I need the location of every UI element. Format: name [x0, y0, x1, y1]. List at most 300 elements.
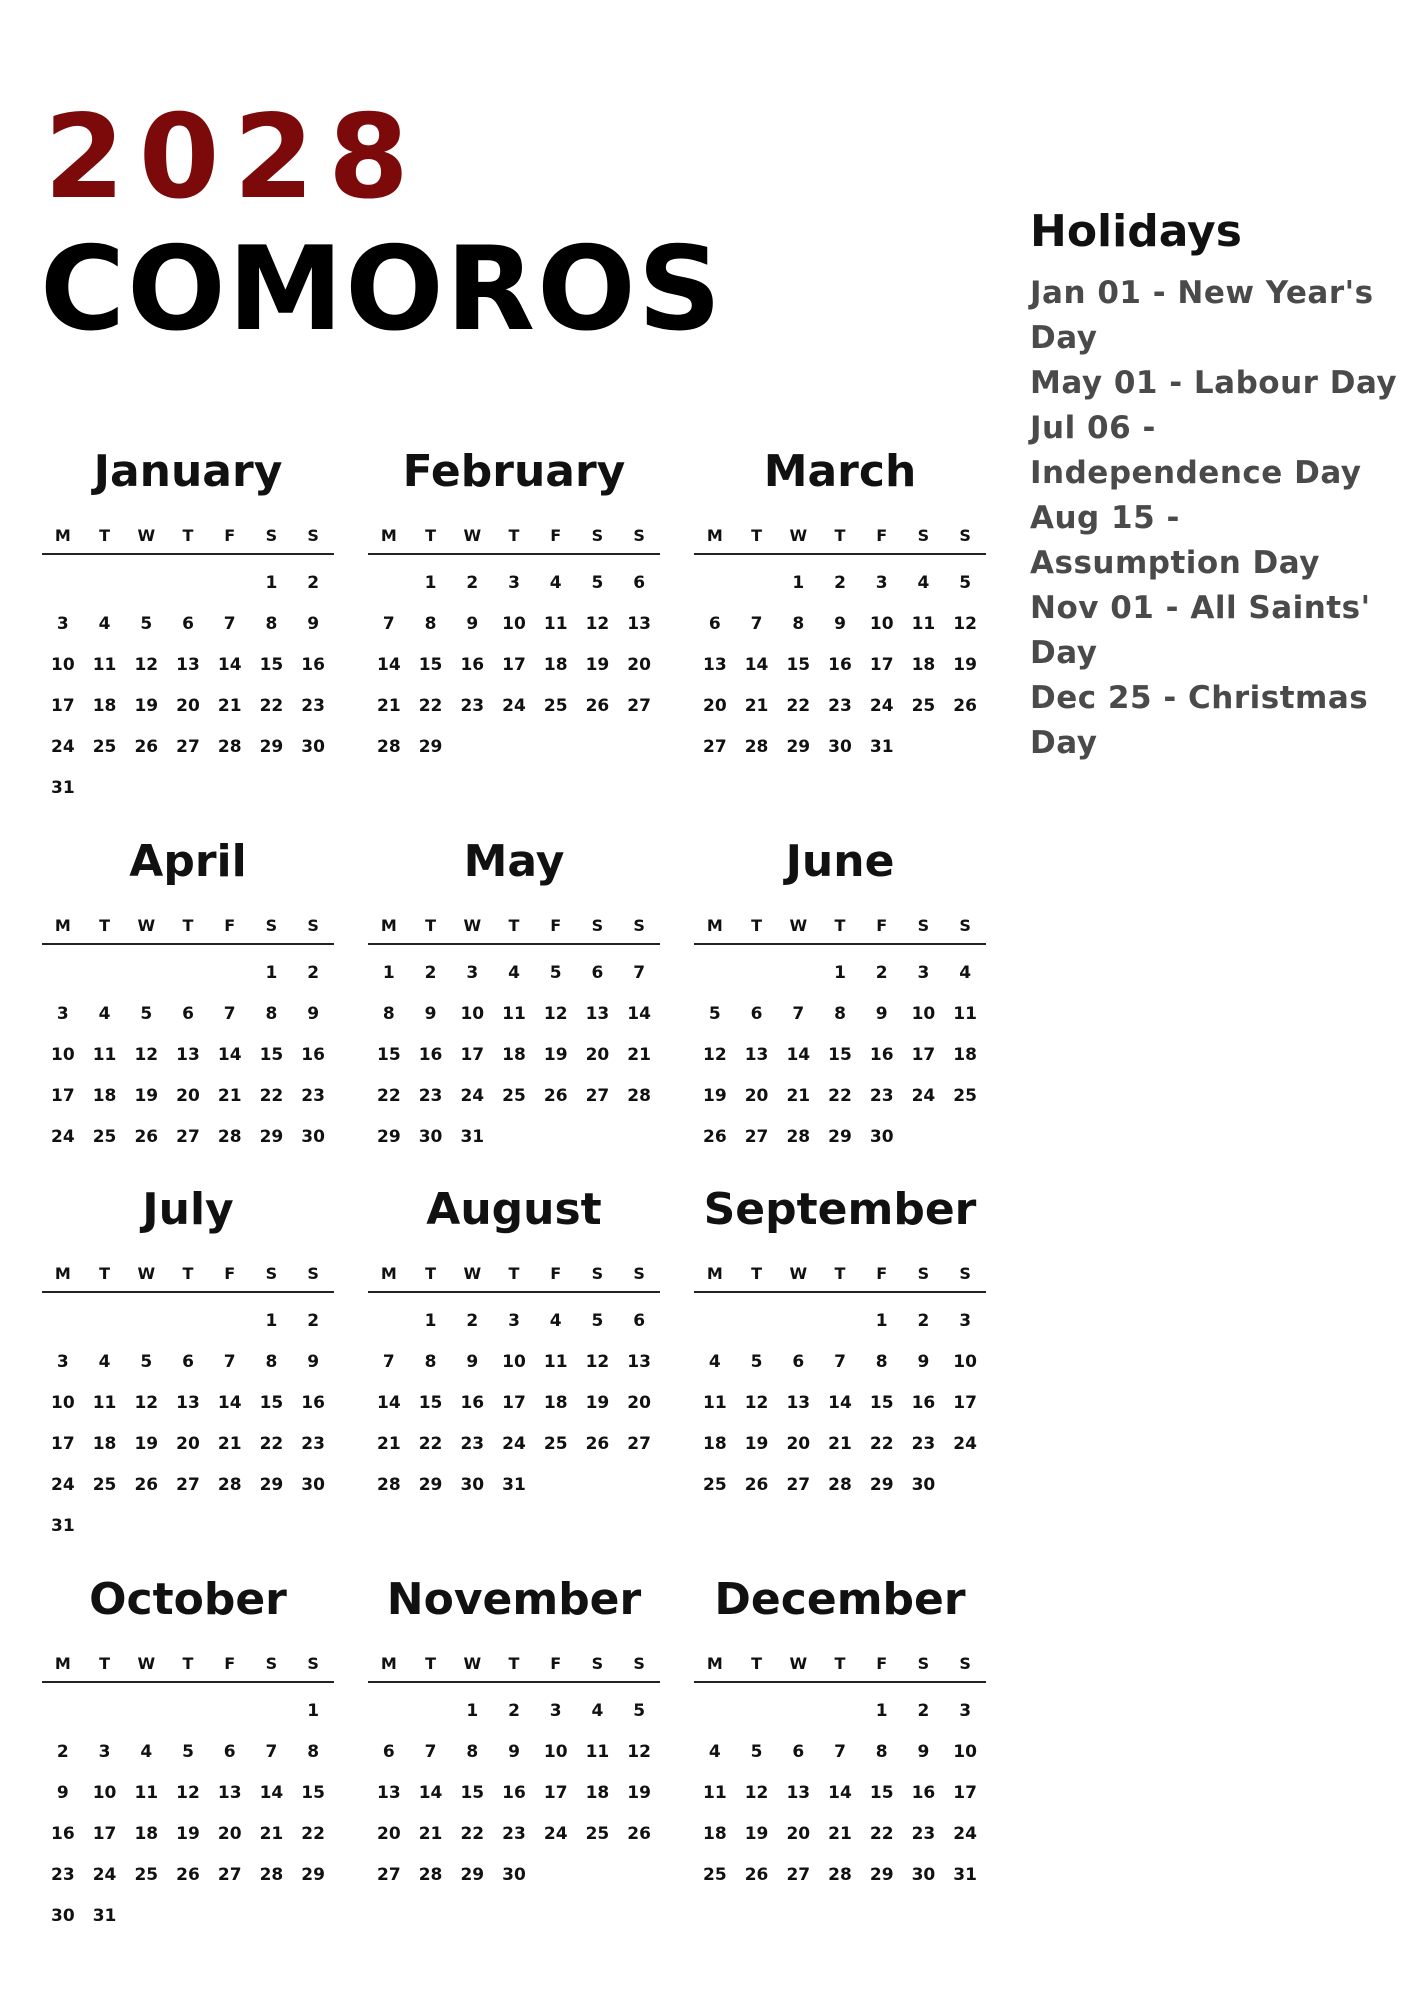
empty-day-cell	[125, 1301, 167, 1342]
day-cell: 14	[377, 1393, 401, 1413]
weekday-label: T	[834, 1264, 846, 1283]
day-cell: 29	[869, 1475, 894, 1495]
weekday-label: S	[633, 916, 645, 935]
day-cell: 10	[953, 1352, 977, 1372]
day-cell: 31	[869, 737, 894, 757]
day-cell: 3	[466, 963, 479, 983]
weekday-label: F	[224, 1264, 236, 1283]
empty-day-cell	[125, 563, 167, 604]
day-cell: 14	[259, 1783, 284, 1803]
day-cell: 10	[953, 1742, 977, 1762]
weekday-label: F	[224, 916, 236, 935]
day-cell: 1	[307, 1701, 320, 1721]
day-cell: 13	[786, 1783, 811, 1803]
day-cell: 25	[703, 1865, 727, 1885]
empty-day-cell	[694, 953, 736, 994]
empty-day-cell	[251, 1691, 293, 1732]
weekday-label: T	[182, 526, 194, 545]
weekday-label: S	[591, 1654, 604, 1673]
weekday-header	[368, 1264, 660, 1293]
country-title: COMOROS	[40, 222, 724, 357]
weekday-label: M	[54, 526, 71, 545]
day-cell: 28	[828, 1865, 852, 1885]
day-cell: 4	[591, 1701, 604, 1721]
day-cell: 25	[585, 1824, 610, 1844]
day-cell: 22	[869, 1434, 894, 1454]
day-cell: 25	[953, 1086, 977, 1106]
weekday-header	[42, 916, 334, 945]
day-cell: 23	[502, 1824, 526, 1844]
weekday-label: F	[550, 916, 562, 935]
day-cell: 18	[92, 1434, 117, 1454]
day-cell: 18	[585, 1783, 610, 1803]
month-august	[368, 1182, 660, 1572]
day-cell: 28	[217, 1475, 242, 1495]
day-cell: 6	[182, 1004, 194, 1024]
day-cell: 15	[786, 655, 811, 675]
day-cell: 29	[418, 737, 443, 757]
day-cell: 9	[875, 1004, 888, 1024]
day-cell: 21	[217, 1086, 242, 1106]
day-cell: 19	[627, 1783, 651, 1803]
weekday-label: T	[751, 526, 763, 545]
day-cell: 8	[424, 614, 437, 634]
weekday-header	[368, 1654, 660, 1683]
day-cell: 5	[140, 1352, 153, 1372]
weekday-label: M	[380, 1264, 397, 1283]
day-cell: 30	[51, 1906, 75, 1926]
empty-day-cell	[84, 953, 126, 994]
weekday-label: F	[550, 526, 562, 545]
day-cell: 5	[591, 1311, 604, 1331]
empty-day-cell	[368, 1301, 410, 1342]
day-cell: 28	[377, 737, 401, 757]
day-cell: 2	[917, 1311, 930, 1331]
day-cell: 24	[543, 1824, 568, 1844]
day-cell: 10	[543, 1742, 568, 1762]
empty-day-cell	[42, 953, 84, 994]
holidays-title: Holidays	[1030, 206, 1242, 257]
day-grid	[694, 563, 986, 768]
day-cell: 2	[917, 1701, 930, 1721]
calendar-year: 2028	[44, 90, 423, 225]
day-grid	[368, 1301, 660, 1506]
day-cell: 6	[792, 1352, 805, 1372]
day-cell: 7	[265, 1742, 278, 1762]
day-cell: 25	[911, 696, 936, 716]
day-cell: 22	[259, 1086, 284, 1106]
day-grid	[42, 1691, 334, 1937]
day-cell: 15	[828, 1045, 852, 1065]
day-cell: 21	[786, 1086, 811, 1106]
weekday-label: W	[137, 526, 156, 545]
weekday-label: W	[463, 526, 482, 545]
months-grid	[42, 444, 986, 1952]
day-cell: 31	[51, 778, 75, 798]
holiday-item: Jan 01 - New Year's Day	[1030, 275, 1374, 356]
empty-day-cell	[42, 1691, 84, 1732]
empty-day-cell	[167, 1301, 209, 1342]
day-cell: 18	[953, 1045, 977, 1065]
day-cell: 25	[543, 1434, 568, 1454]
day-cell: 2	[875, 963, 888, 983]
day-cell: 12	[134, 655, 159, 675]
day-cell: 27	[627, 1434, 651, 1454]
day-cell: 30	[911, 1865, 936, 1885]
day-cell: 25	[502, 1086, 526, 1106]
weekday-label: F	[224, 1654, 236, 1673]
weekday-label: T	[425, 916, 437, 935]
day-cell: 14	[217, 1045, 242, 1065]
day-cell: 19	[585, 1393, 610, 1413]
month-name: September	[703, 1184, 977, 1235]
weekday-header	[694, 1654, 986, 1683]
weekday-label: S	[591, 916, 604, 935]
day-cell: 27	[585, 1086, 610, 1106]
day-cell: 14	[627, 1004, 651, 1024]
weekday-label: W	[137, 1654, 156, 1673]
weekday-label: F	[876, 526, 888, 545]
month-name: October	[89, 1574, 287, 1625]
day-cell: 9	[307, 1352, 320, 1372]
day-cell: 3	[508, 1311, 520, 1331]
day-cell: 26	[134, 737, 159, 757]
weekday-label: W	[463, 1654, 482, 1673]
day-cell: 24	[502, 1434, 526, 1454]
day-cell: 16	[301, 1393, 325, 1413]
holiday-item: Dec 25 - Christmas Day	[1030, 680, 1369, 761]
day-cell: 20	[217, 1824, 242, 1844]
day-cell: 21	[217, 696, 242, 716]
weekday-label: S	[265, 1654, 278, 1673]
day-cell: 16	[828, 655, 852, 675]
day-cell: 7	[633, 963, 646, 983]
day-cell: 15	[259, 655, 284, 675]
month-november	[368, 1572, 660, 1952]
day-cell: 6	[182, 614, 194, 634]
holiday-list	[1030, 271, 1400, 766]
day-cell: 11	[92, 655, 117, 675]
day-cell: 25	[543, 696, 568, 716]
weekday-label: S	[265, 916, 278, 935]
day-cell: 24	[460, 1086, 485, 1106]
day-cell: 19	[176, 1824, 200, 1844]
weekday-label: S	[917, 1654, 930, 1673]
day-cell: 24	[869, 696, 894, 716]
empty-day-cell	[736, 1301, 778, 1342]
day-cell: 4	[140, 1742, 153, 1762]
empty-day-cell	[125, 953, 167, 994]
weekday-label: M	[54, 1264, 71, 1283]
day-cell: 15	[869, 1393, 894, 1413]
empty-day-cell	[209, 1691, 251, 1732]
day-cell: 12	[744, 1393, 769, 1413]
day-cell: 1	[424, 573, 437, 593]
day-cell: 29	[259, 1475, 284, 1495]
empty-day-cell	[42, 563, 84, 604]
day-cell: 8	[875, 1352, 888, 1372]
day-cell: 9	[466, 1352, 479, 1372]
holidays-panel	[1030, 206, 1400, 766]
weekday-label: S	[633, 1654, 645, 1673]
day-cell: 17	[502, 655, 526, 675]
day-cell: 9	[307, 1004, 320, 1024]
day-cell: 23	[828, 696, 852, 716]
day-cell: 11	[585, 1742, 610, 1762]
day-cell: 7	[382, 614, 395, 634]
day-cell: 11	[502, 1004, 526, 1024]
day-cell: 13	[176, 655, 200, 675]
day-cell: 2	[56, 1742, 69, 1762]
weekday-label: S	[959, 1654, 971, 1673]
day-cell: 30	[828, 737, 852, 757]
weekday-label: T	[508, 526, 520, 545]
day-cell: 13	[703, 655, 727, 675]
weekday-label: T	[508, 1264, 520, 1283]
day-cell: 10	[911, 1004, 936, 1024]
month-name: March	[763, 446, 917, 497]
day-cell: 15	[418, 1393, 443, 1413]
day-cell: 11	[134, 1783, 159, 1803]
empty-day-cell	[819, 1301, 861, 1342]
weekday-label: M	[706, 526, 723, 545]
weekday-label: F	[876, 1264, 888, 1283]
day-cell: 28	[744, 737, 769, 757]
day-grid	[368, 1691, 660, 1896]
weekday-label: T	[99, 916, 111, 935]
weekday-header	[42, 526, 334, 555]
empty-day-cell	[694, 563, 736, 604]
day-cell: 3	[98, 1742, 111, 1762]
day-cell: 28	[786, 1127, 811, 1147]
day-cell: 22	[377, 1086, 401, 1106]
day-cell: 20	[585, 1045, 610, 1065]
month-name: July	[142, 1184, 234, 1235]
day-cell: 8	[265, 1352, 278, 1372]
weekday-label: M	[54, 1654, 71, 1673]
day-cell: 9	[307, 614, 320, 634]
day-cell: 5	[633, 1701, 646, 1721]
weekday-label: F	[876, 1654, 888, 1673]
weekday-label: S	[917, 1264, 930, 1283]
day-cell: 19	[703, 1086, 727, 1106]
day-cell: 12	[134, 1393, 159, 1413]
day-cell: 27	[377, 1865, 401, 1885]
day-cell: 2	[307, 1311, 320, 1331]
month-name: January	[93, 446, 283, 497]
weekday-label: T	[99, 1264, 111, 1283]
day-cell: 11	[92, 1045, 117, 1065]
day-cell: 17	[92, 1824, 117, 1844]
day-cell: 22	[786, 696, 811, 716]
day-cell: 27	[176, 1127, 200, 1147]
weekday-label: T	[182, 916, 194, 935]
day-cell: 18	[134, 1824, 159, 1844]
day-cell: 2	[834, 573, 846, 593]
day-cell: 17	[869, 655, 894, 675]
empty-day-cell	[694, 1691, 736, 1732]
day-cell: 15	[301, 1783, 325, 1803]
day-cell: 28	[217, 737, 242, 757]
weekday-label: S	[917, 916, 930, 935]
day-cell: 14	[786, 1045, 811, 1065]
day-grid	[694, 1691, 986, 1896]
day-cell: 6	[591, 963, 604, 983]
day-cell: 8	[792, 614, 805, 634]
day-cell: 7	[223, 614, 236, 634]
day-cell: 11	[703, 1393, 727, 1413]
empty-day-cell	[368, 563, 410, 604]
day-cell: 3	[917, 963, 930, 983]
day-cell: 14	[418, 1783, 443, 1803]
day-cell: 22	[869, 1824, 894, 1844]
weekday-header	[694, 1264, 986, 1293]
weekday-header	[368, 916, 660, 945]
weekday-label: T	[751, 1264, 763, 1283]
day-cell: 16	[911, 1393, 936, 1413]
day-cell: 21	[377, 696, 401, 716]
month-january	[42, 444, 334, 834]
empty-day-cell	[209, 953, 251, 994]
weekday-header	[694, 916, 986, 945]
day-cell: 24	[502, 696, 526, 716]
day-cell: 29	[418, 1475, 443, 1495]
day-cell: 18	[543, 1393, 568, 1413]
day-cell: 14	[744, 655, 769, 675]
weekday-label: S	[307, 526, 319, 545]
day-cell: 10	[51, 655, 75, 675]
day-cell: 11	[543, 1352, 568, 1372]
day-cell: 21	[217, 1434, 242, 1454]
weekday-label: M	[54, 916, 71, 935]
empty-day-cell	[777, 953, 819, 994]
day-cell: 9	[834, 614, 846, 634]
weekday-label: T	[508, 916, 520, 935]
empty-day-cell	[84, 563, 126, 604]
day-cell: 3	[508, 573, 520, 593]
day-cell: 13	[744, 1045, 769, 1065]
day-cell: 29	[460, 1865, 485, 1885]
day-cell: 31	[953, 1865, 977, 1885]
day-cell: 19	[134, 1086, 159, 1106]
month-july	[42, 1182, 334, 1572]
weekday-label: S	[307, 1654, 319, 1673]
day-cell: 18	[543, 655, 568, 675]
day-cell: 23	[51, 1865, 75, 1885]
month-name: August	[426, 1184, 602, 1235]
day-cell: 15	[259, 1045, 284, 1065]
weekday-label: S	[917, 526, 930, 545]
day-cell: 1	[265, 573, 278, 593]
day-cell: 8	[424, 1352, 437, 1372]
day-cell: 22	[418, 696, 443, 716]
day-cell: 17	[51, 1434, 75, 1454]
weekday-label: T	[182, 1264, 194, 1283]
day-cell: 1	[382, 963, 395, 983]
day-cell: 22	[301, 1824, 325, 1844]
weekday-label: W	[789, 1264, 808, 1283]
day-cell: 24	[953, 1824, 977, 1844]
month-june	[694, 834, 986, 1182]
day-cell: 1	[792, 573, 805, 593]
day-cell: 13	[627, 614, 651, 634]
day-grid	[368, 563, 660, 768]
day-cell: 25	[92, 737, 117, 757]
day-cell: 10	[51, 1045, 75, 1065]
day-cell: 29	[828, 1127, 852, 1147]
empty-day-cell	[42, 1301, 84, 1342]
day-cell: 6	[708, 614, 721, 634]
day-cell: 9	[917, 1352, 930, 1372]
day-cell: 17	[502, 1393, 526, 1413]
day-cell: 5	[708, 1004, 721, 1024]
day-cell: 12	[585, 1352, 610, 1372]
day-cell: 9	[508, 1742, 520, 1762]
day-cell: 25	[92, 1127, 117, 1147]
weekday-label: F	[876, 916, 888, 935]
day-cell: 29	[259, 1127, 284, 1147]
day-cell: 28	[217, 1127, 242, 1147]
weekday-label: W	[137, 916, 156, 935]
day-cell: 10	[460, 1004, 485, 1024]
day-cell: 13	[176, 1045, 200, 1065]
weekday-label: S	[959, 916, 971, 935]
day-cell: 29	[301, 1865, 325, 1885]
day-cell: 20	[627, 1393, 651, 1413]
day-cell: 16	[51, 1824, 75, 1844]
weekday-label: M	[380, 526, 397, 545]
day-cell: 28	[828, 1475, 852, 1495]
day-cell: 27	[786, 1475, 811, 1495]
day-cell: 30	[869, 1127, 894, 1147]
day-cell: 1	[875, 1701, 888, 1721]
day-cell: 1	[265, 1311, 278, 1331]
day-cell: 21	[418, 1824, 443, 1844]
day-cell: 3	[56, 1352, 69, 1372]
day-cell: 16	[502, 1783, 526, 1803]
empty-day-cell	[736, 1691, 778, 1732]
day-cell: 20	[703, 696, 727, 716]
holiday-item: Jul 06 - Independence Day	[1030, 410, 1362, 491]
day-cell: 4	[708, 1742, 721, 1762]
weekday-label: T	[425, 526, 437, 545]
month-name: February	[402, 446, 626, 497]
day-cell: 5	[591, 573, 604, 593]
day-cell: 26	[744, 1865, 769, 1885]
day-cell: 5	[140, 614, 153, 634]
weekday-label: T	[99, 1654, 111, 1673]
weekday-label: T	[834, 526, 846, 545]
month-name: December	[714, 1574, 966, 1625]
day-cell: 7	[834, 1352, 846, 1372]
day-cell: 23	[301, 1434, 325, 1454]
day-cell: 6	[633, 1311, 646, 1331]
day-cell: 3	[549, 1701, 562, 1721]
day-cell: 4	[98, 1004, 111, 1024]
day-cell: 16	[869, 1045, 894, 1065]
day-cell: 9	[466, 614, 479, 634]
day-cell: 7	[382, 1352, 395, 1372]
day-cell: 13	[627, 1352, 651, 1372]
day-cell: 20	[176, 1086, 200, 1106]
day-cell: 17	[51, 1086, 75, 1106]
weekday-label: S	[591, 1264, 604, 1283]
day-cell: 20	[176, 696, 200, 716]
day-cell: 13	[217, 1783, 242, 1803]
day-cell: 26	[744, 1475, 769, 1495]
weekday-label: W	[789, 1654, 808, 1673]
empty-day-cell	[125, 1691, 167, 1732]
